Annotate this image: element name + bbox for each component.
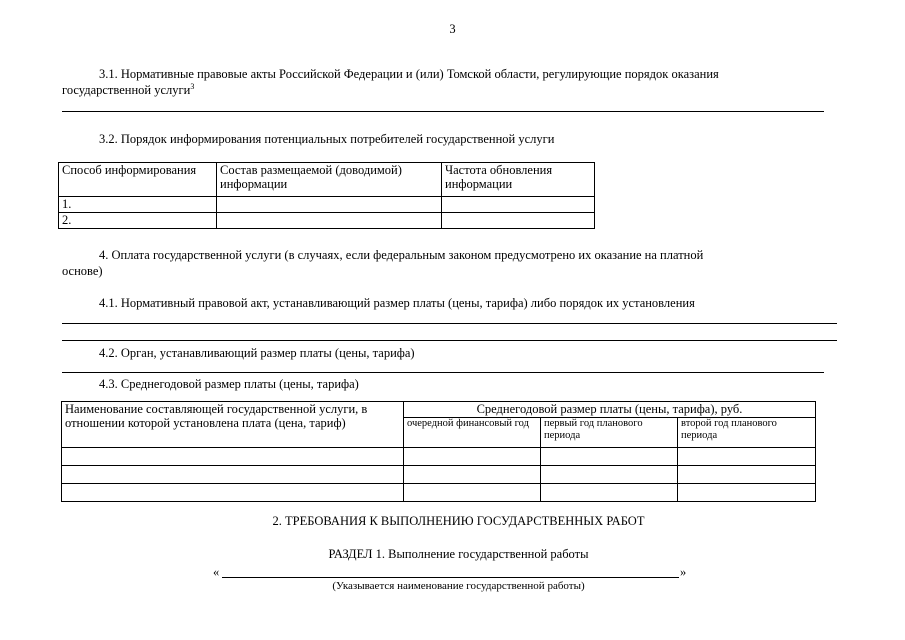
table-cell — [62, 484, 404, 502]
section-4-2-heading: 4.2. Орган, устанавливающий размер платы (цены, тарифа) — [99, 346, 415, 360]
table-cell — [678, 448, 816, 466]
work-name-line — [222, 577, 679, 578]
section-3-2-heading: 3.2. Порядок информирования потенциальных потребителей государственной услуги — [99, 132, 555, 146]
section-3-1-text: государственной услуги — [62, 83, 191, 97]
work-name-caption: (Указывается наименование государственной работы) — [332, 580, 585, 592]
table-cell — [404, 484, 541, 502]
header-service-component: Наименование составляющей государственной услуги, в отношении которой установлена плата (цена, тариф) — [62, 402, 404, 448]
table-cell — [678, 484, 816, 502]
informing-table-header — [59, 163, 595, 197]
header-frequency: Частота обновления информации — [442, 163, 595, 197]
page-number: 3 — [449, 22, 456, 36]
informing-table — [58, 162, 595, 229]
section-4-1-heading: 4.1. Нормативный правовой акт, устанавливающий размер платы (цены, тарифа) либо порядок их установления — [99, 296, 695, 310]
table-row — [59, 213, 595, 229]
header-method: Способ информирования — [59, 163, 217, 197]
table-cell — [541, 466, 678, 484]
table-cell — [678, 466, 816, 484]
table-row — [59, 197, 595, 213]
footnote-marker: 3 — [190, 81, 195, 91]
header-current-year: очередной финансовый год — [404, 418, 541, 448]
table-cell — [442, 197, 595, 213]
table-cell — [62, 448, 404, 466]
quote-open: « — [213, 565, 220, 579]
fill-line-4-2 — [62, 372, 824, 373]
header-average-fee: Среднегодовой размер платы (цены, тарифа), руб. — [404, 402, 816, 418]
table-cell: 2. — [59, 213, 217, 229]
section-4-line2: основе) — [62, 264, 103, 278]
section-3-1-line2 — [62, 83, 194, 98]
fee-table — [61, 401, 816, 502]
section-4-line1: 4. Оплата государственной услуги (в случаях, если федеральным законом предусмотрено их оказание на платной — [99, 248, 704, 262]
fill-line-4-1b — [62, 340, 837, 341]
header-second-plan-year: второй год планового периода — [678, 418, 816, 448]
section-2-title: 2. ТРЕБОВАНИЯ К ВЫПОЛНЕНИЮ ГОСУДАРСТВЕННЫХ РАБОТ — [272, 514, 645, 528]
table-row — [62, 466, 816, 484]
table-cell — [541, 448, 678, 466]
table-cell — [442, 213, 595, 229]
table-cell — [217, 197, 442, 213]
table-row — [62, 448, 816, 466]
fee-table-header-row1 — [62, 402, 816, 418]
table-row — [62, 484, 816, 502]
table-cell — [404, 448, 541, 466]
table-cell — [541, 484, 678, 502]
fill-line-4-1a — [62, 323, 837, 324]
table-cell — [404, 466, 541, 484]
quote-close: » — [680, 565, 687, 579]
table-cell: 1. — [59, 197, 217, 213]
fill-line-3-1 — [62, 111, 824, 112]
table-cell — [62, 466, 404, 484]
section-4-3-heading: 4.3. Среднегодовой размер платы (цены, тарифа) — [99, 377, 359, 391]
table-cell — [217, 213, 442, 229]
section-3-1-line1: 3.1. Нормативные правовые акты Российской Федерации и (или) Томской области, регулирующие порядок оказания — [99, 67, 719, 81]
header-first-plan-year: первый год планового периода — [541, 418, 678, 448]
header-content: Состав размещаемой (доводимой) информации — [217, 163, 442, 197]
razdel-heading: РАЗДЕЛ 1. Выполнение государственной работы — [328, 547, 589, 561]
